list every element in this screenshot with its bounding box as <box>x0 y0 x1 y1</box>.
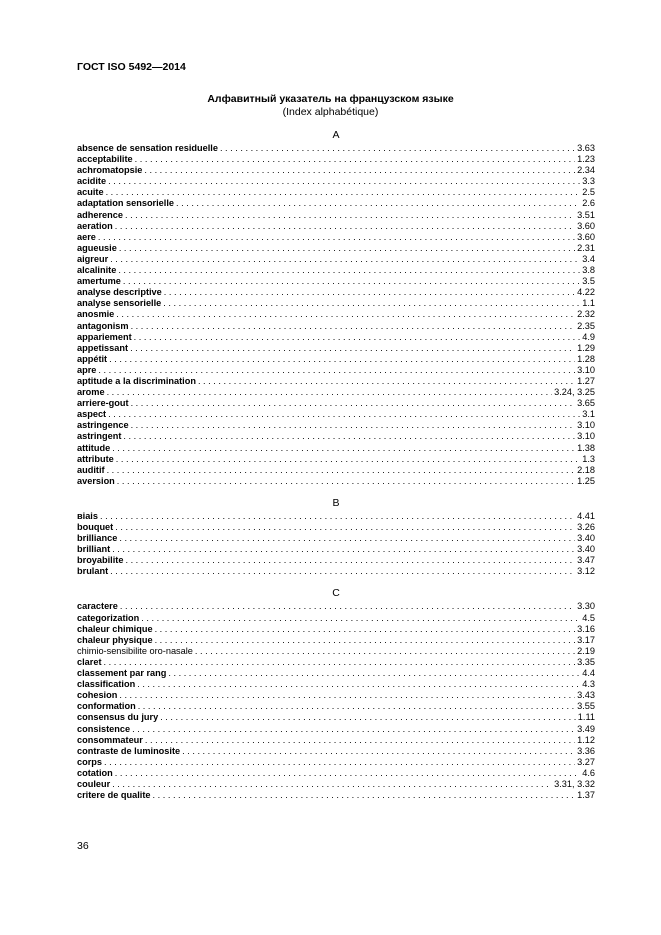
index-entry <box>77 165 595 176</box>
index-reference: 2.31 <box>577 242 595 253</box>
dot-leader <box>108 409 580 420</box>
index-entry <box>77 701 595 712</box>
index-term: corps <box>77 756 103 767</box>
index-entry <box>77 321 595 332</box>
index-entry <box>77 287 595 298</box>
index-entry <box>77 298 595 309</box>
index-reference: 3.60 <box>577 231 595 242</box>
index-term: cotation <box>77 767 113 778</box>
index-term: attribute <box>77 453 114 464</box>
dot-leader <box>118 265 580 276</box>
index-entry <box>77 198 595 209</box>
index-reference: 2.34 <box>577 165 595 176</box>
index-term: astringence <box>77 420 129 431</box>
dot-leader <box>104 757 575 768</box>
index-reference: 1.3 <box>582 453 595 464</box>
index-term: brilliance <box>77 533 118 544</box>
index-entry <box>77 454 595 465</box>
index-reference: 3.60 <box>577 220 595 231</box>
index-section <box>77 128 595 487</box>
index-reference: 1.11 <box>577 712 595 723</box>
index-entry <box>77 398 595 409</box>
index-term: auditif <box>77 464 105 475</box>
dot-leader <box>123 431 575 442</box>
dot-leader <box>116 309 575 320</box>
dot-leader <box>135 154 575 165</box>
index-term: antagonism <box>77 320 129 331</box>
dot-leader <box>195 646 575 657</box>
section-letter: B <box>332 496 340 509</box>
index-reference: 3.5 <box>582 276 595 287</box>
index-reference: 2.32 <box>577 309 595 320</box>
dot-leader <box>98 232 575 243</box>
dot-leader <box>108 176 580 187</box>
index-term: classement par rang <box>77 668 167 679</box>
index-reference: 2.5 <box>582 187 595 198</box>
index-section <box>77 586 595 801</box>
index-term: categorization <box>77 612 140 623</box>
index-term: consommateur <box>77 734 143 745</box>
index-entry <box>77 431 595 442</box>
index-reference: 3.17 <box>577 634 595 645</box>
index-term: aspect <box>77 409 107 420</box>
section-letter: C <box>332 587 340 600</box>
index-entry <box>77 465 595 476</box>
dot-leader <box>131 420 576 431</box>
dot-leader <box>110 254 580 265</box>
dot-leader <box>125 555 575 566</box>
index-title: Алфавитный указатель на французском языке <box>207 93 454 105</box>
index-term: aere <box>77 231 96 242</box>
dot-leader <box>107 465 576 476</box>
dot-leader <box>106 187 581 198</box>
dot-leader <box>145 735 575 746</box>
index-entry <box>77 176 595 187</box>
index-reference: 1.1 <box>582 298 595 309</box>
dot-leader <box>117 476 575 487</box>
dot-leader <box>131 398 576 409</box>
index-term: contraste de luminosite <box>77 745 181 756</box>
index-reference: 2.18 <box>577 464 595 475</box>
index-entry <box>77 657 595 668</box>
index-term: appariement <box>77 331 132 342</box>
index-entry <box>77 768 595 779</box>
dot-leader <box>120 601 575 612</box>
index-term: conformation <box>77 701 136 712</box>
index-term: astringent <box>77 431 122 442</box>
index-entry <box>77 601 595 612</box>
index-reference: 1.29 <box>577 342 595 353</box>
index-entry <box>77 724 595 735</box>
dot-leader <box>198 376 575 387</box>
dot-leader <box>110 566 575 577</box>
index-reference: 3.40 <box>577 544 595 555</box>
dot-leader <box>112 544 575 555</box>
index-term: couleur <box>77 778 111 789</box>
index-reference: 3.26 <box>577 522 595 532</box>
index-term: cohesion <box>77 690 118 701</box>
index-reference: 2.35 <box>577 320 595 331</box>
index-reference: 1.23 <box>577 154 595 165</box>
index-entry <box>77 443 595 454</box>
index-entry <box>77 712 595 723</box>
index-entry <box>77 522 595 533</box>
index-term: adherence <box>77 209 123 220</box>
index-term: chimio-sensibilite oro-nasale <box>77 645 193 656</box>
index-term: classification <box>77 679 136 690</box>
dot-leader <box>132 724 575 735</box>
dot-leader <box>134 332 581 343</box>
dot-leader <box>119 690 575 701</box>
index-term: aigreur <box>77 253 109 264</box>
index-entry <box>77 154 595 165</box>
index-term: consistence <box>77 723 131 734</box>
index-term: arriere-gout <box>77 398 129 409</box>
dot-leader <box>109 354 575 365</box>
index-entry <box>77 779 595 790</box>
index-reference: 2.19 <box>577 645 595 656</box>
dot-leader <box>112 779 552 790</box>
index-entry <box>77 276 595 287</box>
index-term: aversion <box>77 475 115 486</box>
index-term: broyabilite <box>77 555 124 566</box>
index-term: appetissant <box>77 342 129 353</box>
index-reference: 1.28 <box>577 353 595 364</box>
dot-leader <box>155 624 576 635</box>
index-entry <box>77 210 595 221</box>
dot-leader <box>163 298 580 309</box>
index-term: bouquet <box>77 522 114 532</box>
dot-leader <box>116 454 580 465</box>
index-reference: 3.55 <box>577 701 595 712</box>
index-reference: 4.41 <box>577 510 595 521</box>
index-reference: 4.9 <box>582 331 595 342</box>
index-reference: 3.27 <box>577 756 595 767</box>
index-term: critere de qualite <box>77 790 151 801</box>
index-reference: 3.36 <box>577 745 595 756</box>
index-entry <box>77 746 595 757</box>
dot-leader <box>138 701 575 712</box>
index-entry <box>77 476 595 487</box>
dot-leader <box>141 613 580 624</box>
index-reference: 4.4 <box>582 668 595 679</box>
dot-leader <box>155 635 576 646</box>
dot-leader <box>220 143 575 154</box>
dot-leader <box>160 712 576 723</box>
index-term: acidite <box>77 176 107 187</box>
index-entry <box>77 679 595 690</box>
index-entry <box>77 566 595 577</box>
index-entry <box>77 613 595 624</box>
index-reference: 3.47 <box>577 555 595 566</box>
index-term: apre <box>77 364 97 375</box>
index-term: chaleur chimique <box>77 623 153 634</box>
index-entry <box>77 624 595 635</box>
index-reference: 4.6 <box>582 767 595 778</box>
index-entry <box>77 555 595 566</box>
index-term: вiais <box>77 510 98 521</box>
index-entry <box>77 332 595 343</box>
dot-leader <box>164 287 575 298</box>
dot-leader <box>153 790 576 801</box>
index-entry <box>77 309 595 320</box>
dot-leader <box>182 746 575 757</box>
dot-leader <box>98 365 575 376</box>
dot-leader <box>119 243 575 254</box>
index-entry <box>77 735 595 746</box>
index-reference: 3.10 <box>577 364 595 375</box>
index-term: caractere <box>77 601 118 612</box>
index-term: acceptabilite <box>77 154 133 165</box>
page-number: 36 <box>77 840 89 852</box>
index-reference: 1.12 <box>577 734 595 745</box>
dot-leader <box>115 522 575 533</box>
index-term: appétit <box>77 353 108 364</box>
index-entry <box>77 254 595 265</box>
index-term: achromatopsie <box>77 165 143 176</box>
index-term: anosmie <box>77 309 115 320</box>
index-entry <box>77 668 595 679</box>
index-entry <box>77 365 595 376</box>
index-entry <box>77 265 595 276</box>
dot-leader <box>130 343 575 354</box>
index-reference: 1.25 <box>577 475 595 486</box>
index-entry <box>77 757 595 768</box>
index-reference: 3.10 <box>577 420 595 431</box>
dot-leader <box>107 387 553 398</box>
dot-leader <box>119 533 575 544</box>
index-entry <box>77 376 595 387</box>
index-entry <box>77 343 595 354</box>
index-entry <box>77 544 595 555</box>
index-term: absence de sensation residuelle <box>77 143 218 153</box>
index-term: alcalinite <box>77 265 117 276</box>
index-reference: 1.37 <box>577 790 595 801</box>
dot-leader <box>144 165 575 176</box>
document-standard-code: ГОСТ ISO 5492—2014 <box>77 61 186 73</box>
index-term: attitude <box>77 442 111 453</box>
index-entry <box>77 533 595 544</box>
index-entry <box>77 187 595 198</box>
index-reference: 3.31, 3.32 <box>554 778 595 789</box>
index-reference: 3.49 <box>577 723 595 734</box>
dot-leader <box>168 668 580 679</box>
index-reference: 2.6 <box>582 198 595 209</box>
index-entry <box>77 790 595 801</box>
index-term: analyse sensorielle <box>77 298 162 309</box>
index-reference: 3.35 <box>577 656 595 667</box>
index-reference: 3.4 <box>582 253 595 264</box>
index-reference: 3.63 <box>577 143 595 153</box>
index-entry <box>77 409 595 420</box>
index-term: chaleur physique <box>77 634 153 645</box>
index-reference: 3.8 <box>582 265 595 276</box>
index-entry <box>77 511 595 522</box>
index-entry <box>77 635 595 646</box>
index-reference: 4.22 <box>577 287 595 298</box>
dot-leader <box>100 511 575 522</box>
dot-leader <box>131 321 576 332</box>
index-subtitle: (Index alphabétique) <box>282 106 379 118</box>
index-reference: 3.3 <box>582 176 595 187</box>
dot-leader <box>104 657 576 668</box>
index-reference: 4.3 <box>582 679 595 690</box>
dot-leader <box>137 679 580 690</box>
index-entry <box>77 243 595 254</box>
index-term: brilliant <box>77 544 111 555</box>
index-term: aeration <box>77 220 113 231</box>
index-reference: 4.5 <box>582 612 595 623</box>
index-entry <box>77 232 595 243</box>
alphabetical-index <box>77 128 595 810</box>
section-letter: A <box>332 129 340 141</box>
index-term: consensus du jury <box>77 712 159 723</box>
dot-leader <box>112 443 575 454</box>
index-entry <box>77 387 595 398</box>
dot-leader <box>176 198 580 209</box>
index-reference: 3.65 <box>577 398 595 409</box>
index-term: arome <box>77 387 105 398</box>
index-entry <box>77 646 595 657</box>
index-entry <box>77 420 595 431</box>
index-reference: 3.24, 3.25 <box>554 387 595 398</box>
index-reference: 1.38 <box>577 442 595 453</box>
index-reference: 3.51 <box>577 209 595 220</box>
index-term: aptitude a la discrimination <box>77 375 196 386</box>
index-term: acuite <box>77 187 104 198</box>
index-entry <box>77 690 595 701</box>
index-entry <box>77 221 595 232</box>
index-entry <box>77 354 595 365</box>
dot-leader <box>115 221 575 232</box>
index-term: claret <box>77 656 102 667</box>
index-reference: 3.10 <box>577 431 595 442</box>
index-reference: 3.43 <box>577 690 595 701</box>
index-reference: 3.30 <box>577 601 595 612</box>
dot-leader <box>125 210 575 221</box>
index-term: analyse descriptive <box>77 287 162 298</box>
index-section <box>77 496 595 578</box>
index-term: amertume <box>77 276 121 287</box>
index-reference: 3.12 <box>577 566 595 577</box>
dot-leader <box>115 768 580 779</box>
index-entry <box>77 143 595 154</box>
index-reference: 3.1 <box>582 409 595 420</box>
index-term: adaptation sensorielle <box>77 198 175 209</box>
index-reference: 1.27 <box>577 375 595 386</box>
index-term: brulant <box>77 566 109 577</box>
index-reference: 3.40 <box>577 533 595 544</box>
index-term: agueusie <box>77 242 117 253</box>
dot-leader <box>123 276 580 287</box>
index-reference: 3.16 <box>577 623 595 634</box>
